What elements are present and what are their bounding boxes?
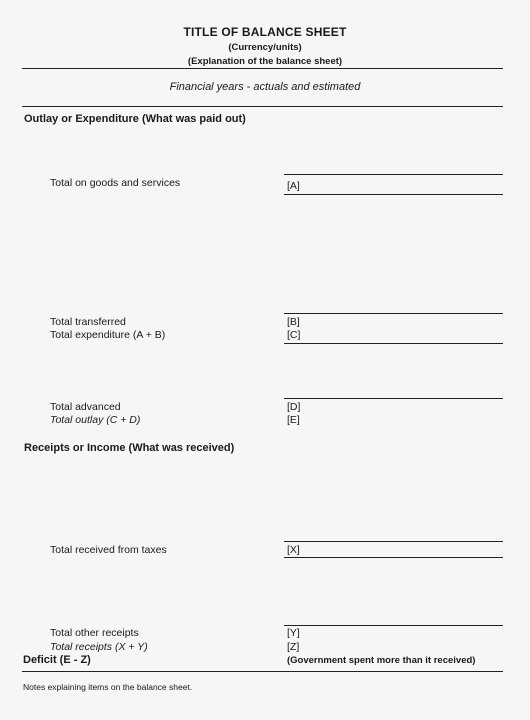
header-rule — [22, 68, 503, 69]
expenditure-rule — [284, 343, 503, 344]
outlay-heading: Outlay or Expenditure (What was paid out) — [24, 113, 246, 125]
goods-label: Total on goods and services — [50, 177, 181, 189]
advanced-rule-top — [284, 398, 503, 399]
other-receipts-code: [Y] — [287, 627, 300, 639]
other-receipts-label: Total other receipts — [50, 627, 139, 639]
transferred-label: Total transferred — [50, 316, 126, 328]
taxes-label: Total received from taxes — [50, 544, 167, 556]
deficit-rule — [22, 671, 503, 672]
deficit-label: Deficit (E - Z) — [23, 654, 91, 666]
expenditure-code: [C] — [287, 329, 301, 341]
total-receipts-label: Total receipts (X + Y) — [50, 641, 148, 653]
outlay-total-label: Total outlay (C + D) — [50, 414, 141, 426]
sheet-title: TITLE OF BALANCE SHEET — [183, 25, 347, 39]
expenditure-label: Total expenditure (A + B) — [50, 329, 166, 341]
goods-rule-bottom — [284, 194, 503, 195]
currency-units: (Currency/units) — [228, 42, 302, 53]
financial-years-caption: Financial years - actuals and estimated — [169, 81, 361, 93]
goods-code: [A] — [287, 180, 300, 192]
notes-text: Notes explaining items on the balance sheet. — [23, 682, 193, 692]
total-receipts-code: [Z] — [287, 641, 300, 653]
taxes-rule-top — [284, 541, 503, 542]
financial-years-rule — [22, 106, 503, 107]
goods-rule-top — [284, 174, 503, 175]
advanced-code: [D] — [287, 401, 301, 413]
outlay-total-code: [E] — [287, 414, 300, 426]
sheet-explanation: (Explanation of the balance sheet) — [187, 56, 343, 67]
taxes-code: [X] — [287, 544, 300, 556]
other-rule-top — [284, 625, 503, 626]
receipts-heading: Receipts or Income (What was received) — [24, 442, 235, 454]
transferred-rule-top — [284, 313, 503, 314]
deficit-note: (Government spent more than it received) — [287, 655, 476, 666]
advanced-label: Total advanced — [50, 401, 121, 413]
transferred-code: [B] — [287, 316, 300, 328]
taxes-rule-bottom — [284, 557, 503, 558]
